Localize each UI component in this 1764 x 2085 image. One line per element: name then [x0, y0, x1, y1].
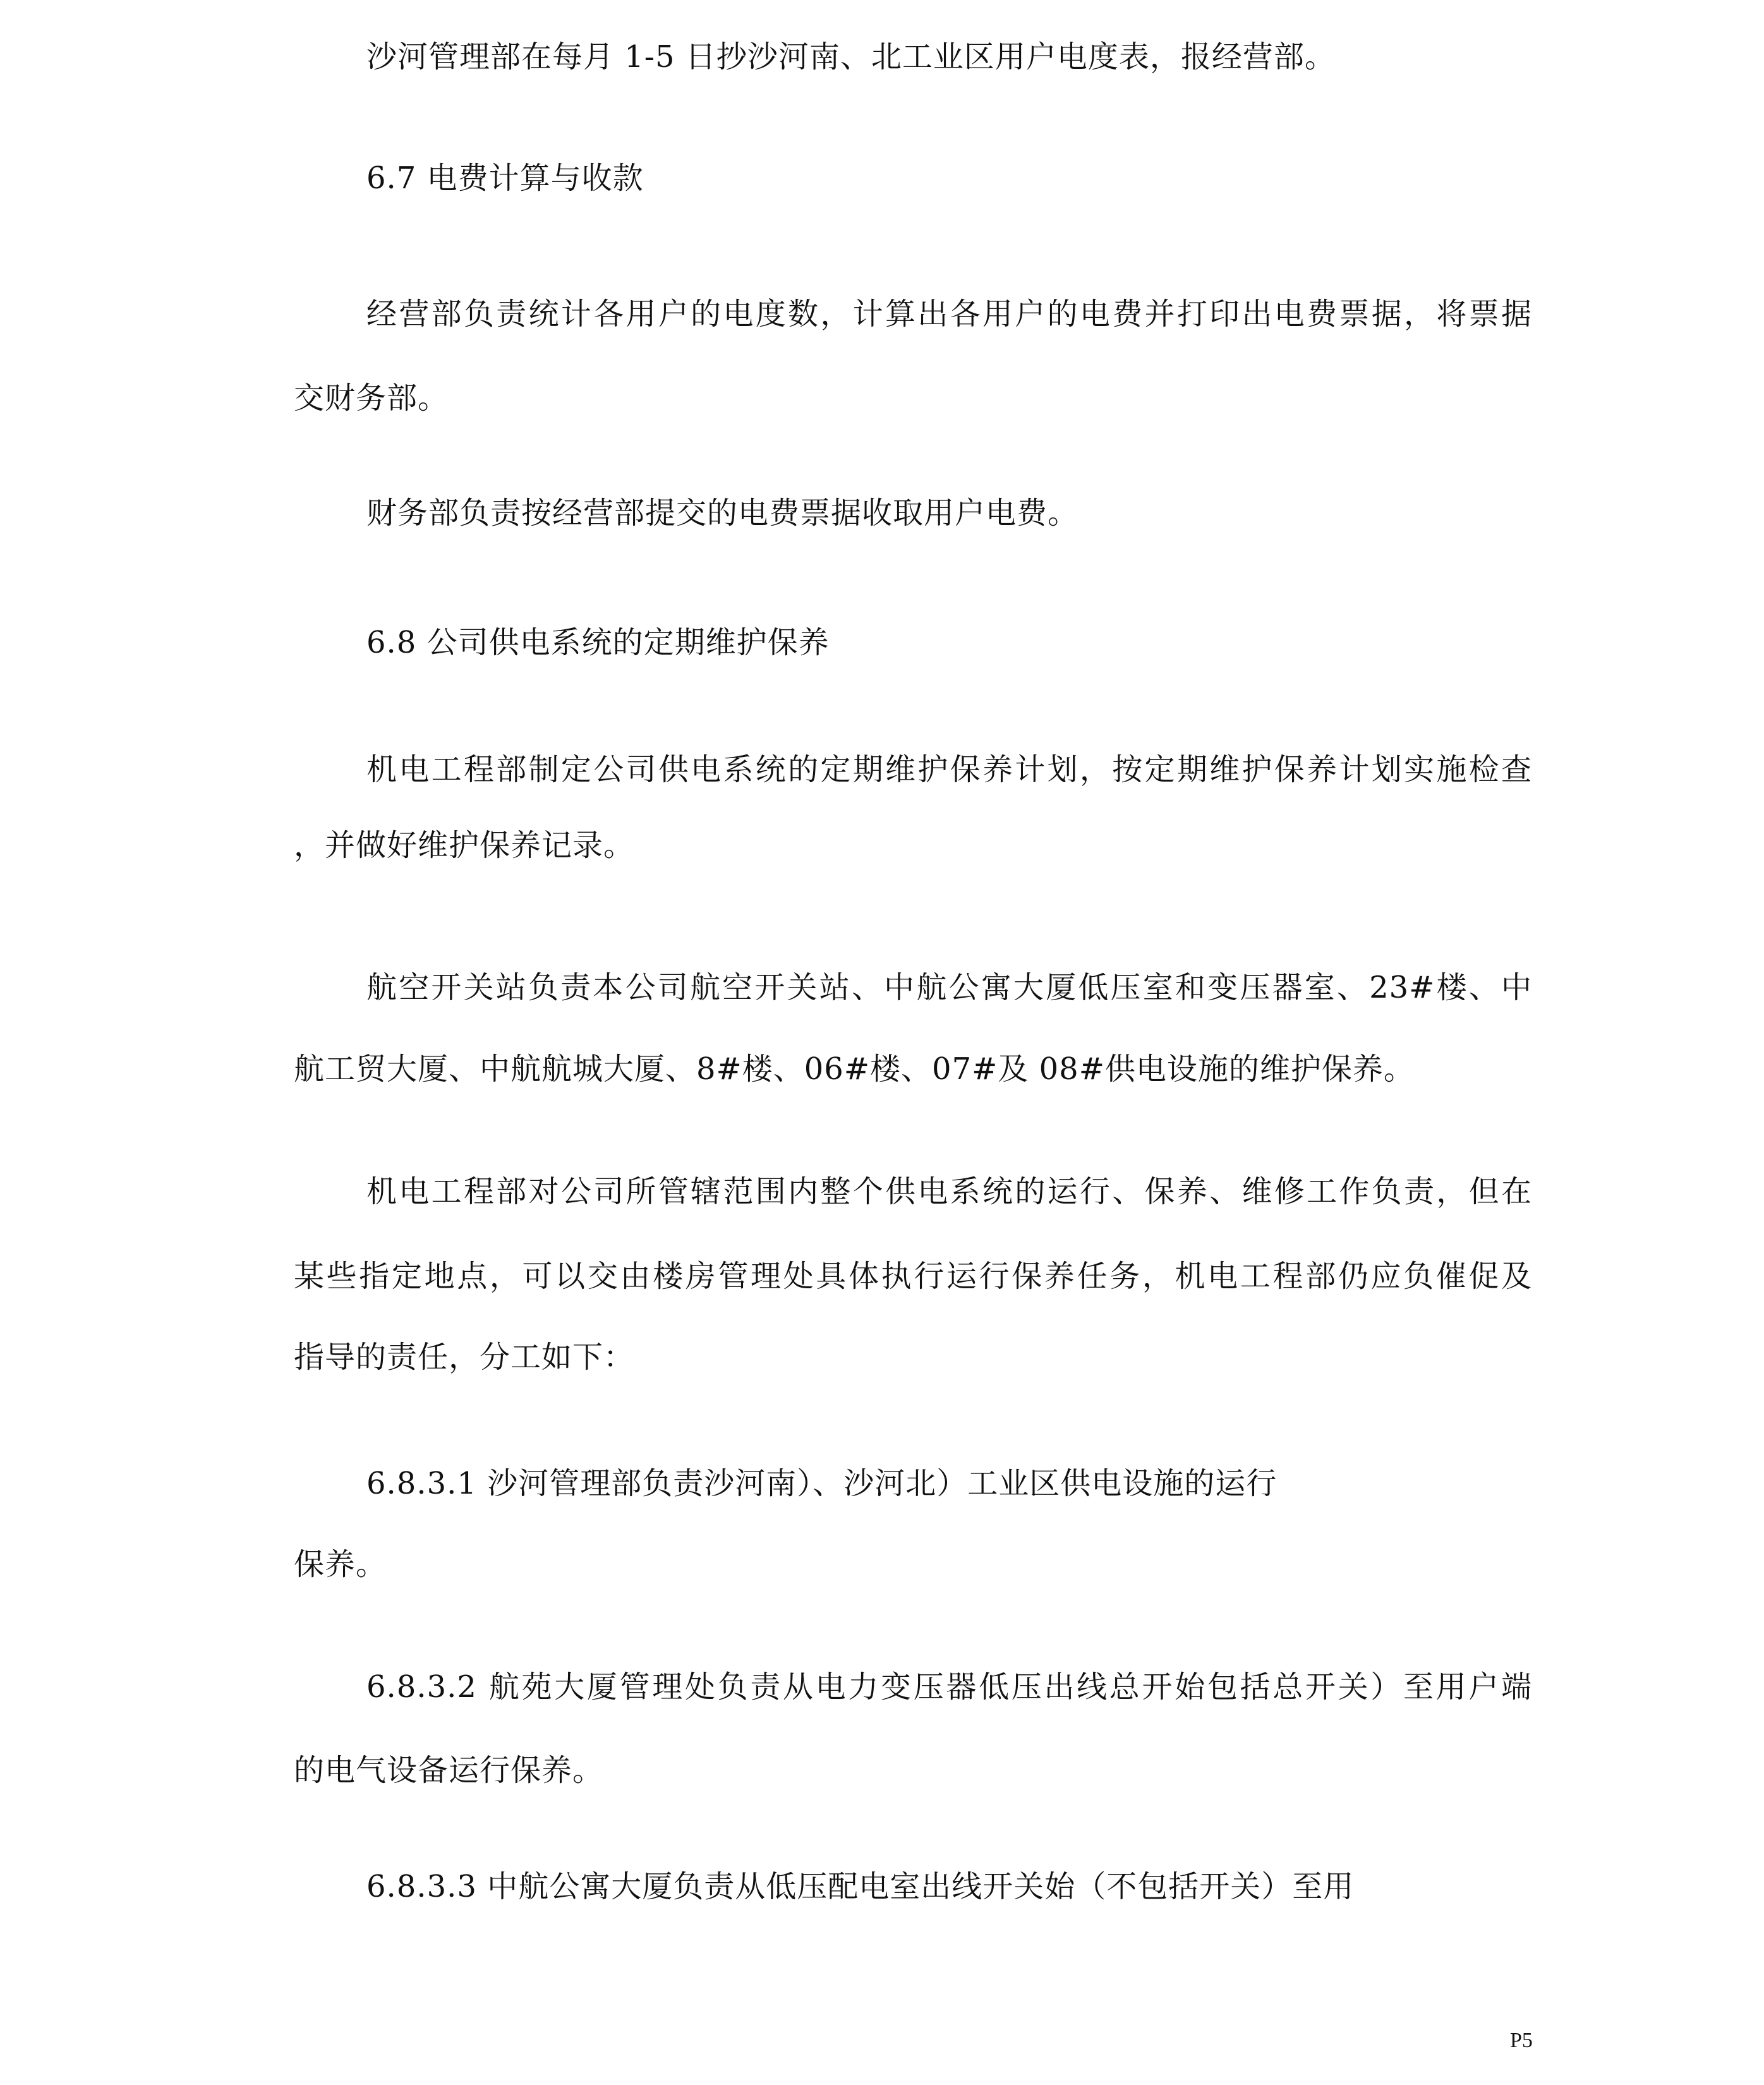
paragraph-line: 指导的责任，分工如下： [294, 1339, 635, 1375]
paragraph-line: 沙河管理部在每月 1-5 日抄沙河南、北工业区用户电度表，报经营部。 [366, 39, 1336, 75]
paragraph-line: 6.8.3.3 中航公寓大厦负责从低压配电室出线开关始（不包括开关）至用 [366, 1869, 1355, 1904]
paragraph-line: ，并做好维护保养记录。 [294, 828, 635, 863]
page-number: P5 [1510, 2029, 1533, 2052]
section-heading: 6.8 公司供电系统的定期维护保养 [366, 625, 830, 660]
paragraph-line: 某些指定地点，可以交由楼房管理处具体执行运行保养任务，机电工程部仍应负催促及 [294, 1259, 1532, 1294]
paragraph-line: 交财务部。 [294, 380, 449, 416]
paragraph-line: 机电工程部制定公司供电系统的定期维护保养计划，按定期维护保养计划实施检查 [366, 752, 1532, 787]
paragraph-line: 经营部负责统计各用户的电度数，计算出各用户的电费并打印出电费票据，将票据 [366, 296, 1532, 332]
paragraph-line: 航工贸大厦、中航航城大厦、8#楼、06#楼、07#及 08#供电设施的维护保养。 [294, 1051, 1415, 1087]
paragraph-line: 财务部负责按经营部提交的电费票据收取用户电费。 [366, 495, 1079, 531]
paragraph-line: 6.8.3.1 沙河管理部负责沙河南）、沙河北）工业区供电设施的运行 [366, 1466, 1278, 1501]
paragraph-line: 保养。 [294, 1547, 387, 1582]
section-heading: 6.7 电费计算与收款 [366, 160, 644, 196]
paragraph-line: 6.8.3.2 航苑大厦管理处负责从电力变压器低压出线总开始包括总开关）至用户端 [366, 1669, 1532, 1705]
paragraph-line: 的电气设备运行保养。 [294, 1753, 604, 1788]
paragraph-line: 航空开关站负责本公司航空开关站、中航公寓大厦低压室和变压器室、23#楼、中 [366, 970, 1532, 1005]
paragraph-line: 机电工程部对公司所管辖范围内整个供电系统的运行、保养、维修工作负责，但在 [366, 1174, 1532, 1209]
